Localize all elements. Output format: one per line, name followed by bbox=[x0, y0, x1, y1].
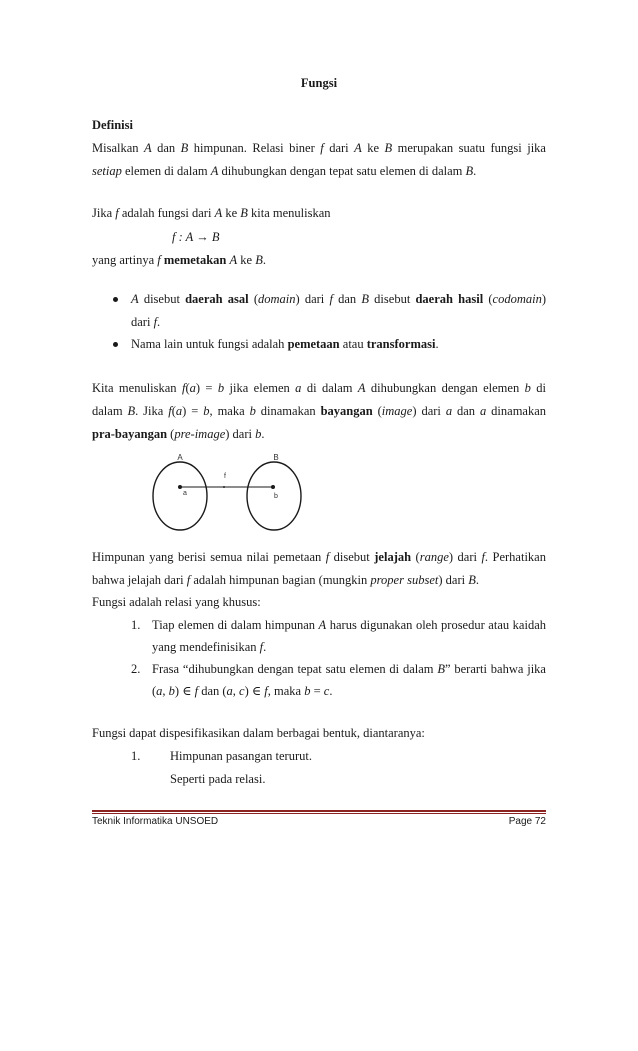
element-a-point bbox=[178, 485, 182, 489]
footer-divider-thin bbox=[92, 813, 546, 814]
function-label: f bbox=[224, 473, 226, 480]
himpunan-line-1: Himpunan yang berisi semua nilai pemetaan f disebut jelajah (range) dari f. Perhatikan bbox=[92, 550, 546, 564]
element-a-label: a bbox=[183, 490, 187, 497]
bullet-dot bbox=[113, 297, 118, 302]
footer-divider bbox=[92, 810, 546, 812]
element-b-label: b bbox=[274, 493, 278, 500]
himpunan-line-2: bahwa jelajah dari f adalah himpunan bagian (mungkin proper subset) dari B. bbox=[92, 573, 479, 587]
bullet-dot bbox=[113, 342, 118, 347]
item-2-line-2: (a, b) ∈ f dan (a, c) ∈ f, maka b = c. bbox=[152, 684, 333, 698]
midpoint-dot bbox=[223, 486, 225, 488]
artinya-line: yang artinya f memetakan A ke B. bbox=[92, 253, 266, 267]
definisi-line-1: Misalkan A dan B himpunan. Relasi biner f dari A ke B merupakan suatu fungsi jika bbox=[92, 141, 546, 155]
spec-1-text: Himpunan pasangan terurut. bbox=[170, 749, 312, 763]
item-2-line-1: Frasa “dihubungkan dengan tepat satu elemen di dalam B” berarti bahwa jika bbox=[152, 662, 546, 676]
page-title: Fungsi bbox=[300, 76, 338, 90]
jika-line: Jika f adalah fungsi dari A ke B kita menuliskan bbox=[92, 206, 331, 220]
khusus-line: Fungsi adalah relasi yang khusus: bbox=[92, 595, 261, 609]
element-b-point bbox=[271, 485, 275, 489]
bullet-1-line-2: dari f. bbox=[131, 315, 161, 329]
definisi-heading: Definisi bbox=[92, 118, 133, 132]
kita-line-3: pra-bayangan (pre-image) dari b. bbox=[92, 427, 265, 441]
spesifikasi-line: Fungsi dapat dispesifikasikan dalam berbagai bentuk, diantaranya: bbox=[92, 726, 425, 740]
footer-left: Teknik Informatika UNSOED bbox=[92, 816, 219, 827]
item-1-line-2: yang mendefinisikan f. bbox=[152, 640, 267, 654]
set-b-label: B bbox=[273, 453, 279, 462]
spec-1-sub: Seperti pada relasi. bbox=[170, 772, 266, 786]
item-1-line-1: Tiap elemen di dalam himpunan A harus digunakan oleh prosedur atau kaidah bbox=[152, 618, 546, 632]
function-formula: f : A → B bbox=[172, 230, 220, 244]
kita-line-1: Kita menuliskan f(a) = b jika elemen a di dalam A dihubungkan dengan elemen b di bbox=[92, 381, 546, 395]
definisi-line-2: setiap elemen di dalam A dihubungkan dengan tepat satu elemen di dalam B. bbox=[92, 164, 477, 178]
set-a-label: A bbox=[177, 453, 183, 462]
kita-line-2: dalam B. Jika f(a) = b, maka b dinamakan bayangan (image) dari a dan a dinamakan bbox=[92, 404, 547, 418]
spec-1-number: 1. bbox=[131, 749, 141, 763]
set-a-circle bbox=[153, 462, 207, 530]
bullet-1-line-1: A disebut daerah asal (domain) dari f dan B disebut daerah hasil (codomain) bbox=[131, 292, 546, 306]
item-1-number: 1. bbox=[131, 618, 141, 632]
page-number: Page 72 bbox=[508, 816, 546, 827]
bullet-2: Nama lain untuk fungsi adalah pemetaan atau transformasi. bbox=[131, 337, 439, 351]
function-diagram bbox=[140, 448, 320, 538]
item-2-number: 2. bbox=[131, 662, 141, 676]
